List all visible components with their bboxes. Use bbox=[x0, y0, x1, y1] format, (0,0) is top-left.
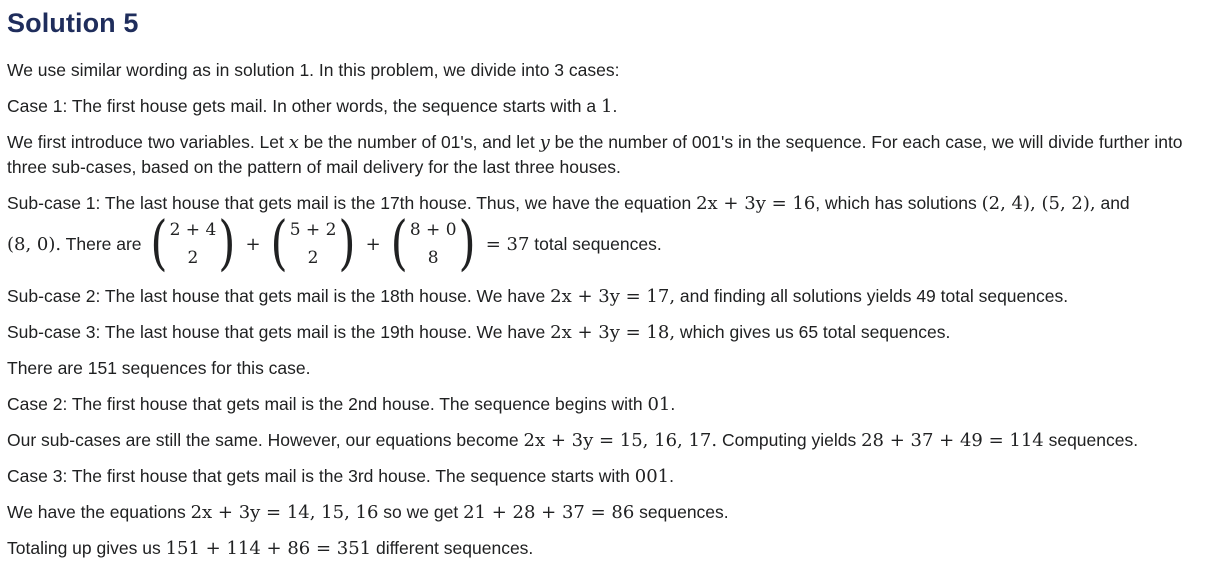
case-1-total-paragraph: There are 151 sequences for this case. bbox=[7, 358, 311, 378]
binomial-coefficient: ( 8 + 0 8 ) bbox=[390, 208, 476, 278]
variables-paragraph: We first introduce two variables. Let x be the number of 01's, and let y be the number of 001's in the sequence. For each case, we will divide further into three sub-cases, based on the pattern of mail delivery for the last three houses. bbox=[7, 132, 1183, 177]
math-expression: 2x + 3y = 14, 15, 16 bbox=[190, 502, 379, 523]
math-expression: 2x + 3y = 17, bbox=[550, 286, 676, 307]
math-expression: 2x + 3y = 18, bbox=[550, 322, 676, 343]
math-expression: 01 bbox=[647, 394, 671, 415]
case-2-paragraph: Case 2: The first house that gets mail is the 2nd house. The sequence begins with 01. bbox=[7, 394, 676, 415]
math-expression: 2x + 3y = 16 bbox=[696, 193, 816, 214]
case-1-paragraph: Case 1: The first house gets mail. In other words, the sequence starts with a 1. bbox=[7, 96, 618, 117]
math-expression: 21 + 28 + 37 = 86 bbox=[463, 502, 635, 523]
final-total-paragraph: Totaling up gives us 151 + 114 + 86 = 351 different sequences. bbox=[7, 538, 534, 559]
math-expression: 151 + 114 + 86 = 351 bbox=[165, 538, 372, 559]
subcase-3-paragraph: Sub-case 3: The last house that gets mail is the 19th house. We have 2x + 3y = 18, which gives us 65 total sequences. bbox=[7, 322, 951, 343]
math-expression: 2x + 3y = 15, 16, 17. bbox=[523, 430, 718, 451]
math-expression: 28 + 37 + 49 = 114 bbox=[861, 430, 1044, 451]
intro-paragraph: We use similar wording as in solution 1. In this problem, we divide into 3 cases: bbox=[7, 60, 620, 80]
case-2-computation-paragraph: Our sub-cases are still the same. However, our equations become 2x + 3y = 15, 16, 17. Computing yields 28 + 37 + 49 = 114 sequences. bbox=[7, 430, 1139, 451]
case-3-computation-paragraph: We have the equations 2x + 3y = 14, 15, 16 so we get 21 + 28 + 37 = 86 sequences. bbox=[7, 502, 729, 523]
math-variable-x: x bbox=[288, 132, 299, 153]
binomial-coefficient: ( 2 + 4 2 ) bbox=[150, 208, 236, 278]
subcase-2-paragraph: Sub-case 2: The last house that gets mail is the 18th house. We have 2x + 3y = 17, and finding all solutions yields 49 total sequences. bbox=[7, 286, 1069, 307]
subcase-1-paragraph: Sub-case 1: The last house that gets mail is the 17th house. Thus, we have the equation 2x + 3y = 16, which has solutions (2, 4), (5, 2), and bbox=[7, 193, 1130, 214]
binomial-sum-line: (8, 0). There are ( 2 + 4 2 ) + ( 5 + 2 2 ) + ( 8 + 0 8 ) = 37 total sequences. bbox=[7, 208, 662, 278]
case-3-paragraph: Case 3: The first house that gets mail is the 3rd house. The sequence starts with 001. bbox=[7, 466, 674, 487]
math-expression: (8, 0). bbox=[7, 233, 62, 255]
math-expression: 1 bbox=[601, 96, 613, 117]
math-expression: (2, 4), (5, 2), bbox=[981, 193, 1096, 214]
solution-title: Solution 5 bbox=[7, 8, 139, 38]
math-expression: = 37 bbox=[485, 233, 530, 255]
math-variable-y: y bbox=[539, 132, 550, 153]
binomial-coefficient: ( 5 + 2 2 ) bbox=[270, 208, 356, 278]
math-expression: 001 bbox=[634, 466, 670, 487]
